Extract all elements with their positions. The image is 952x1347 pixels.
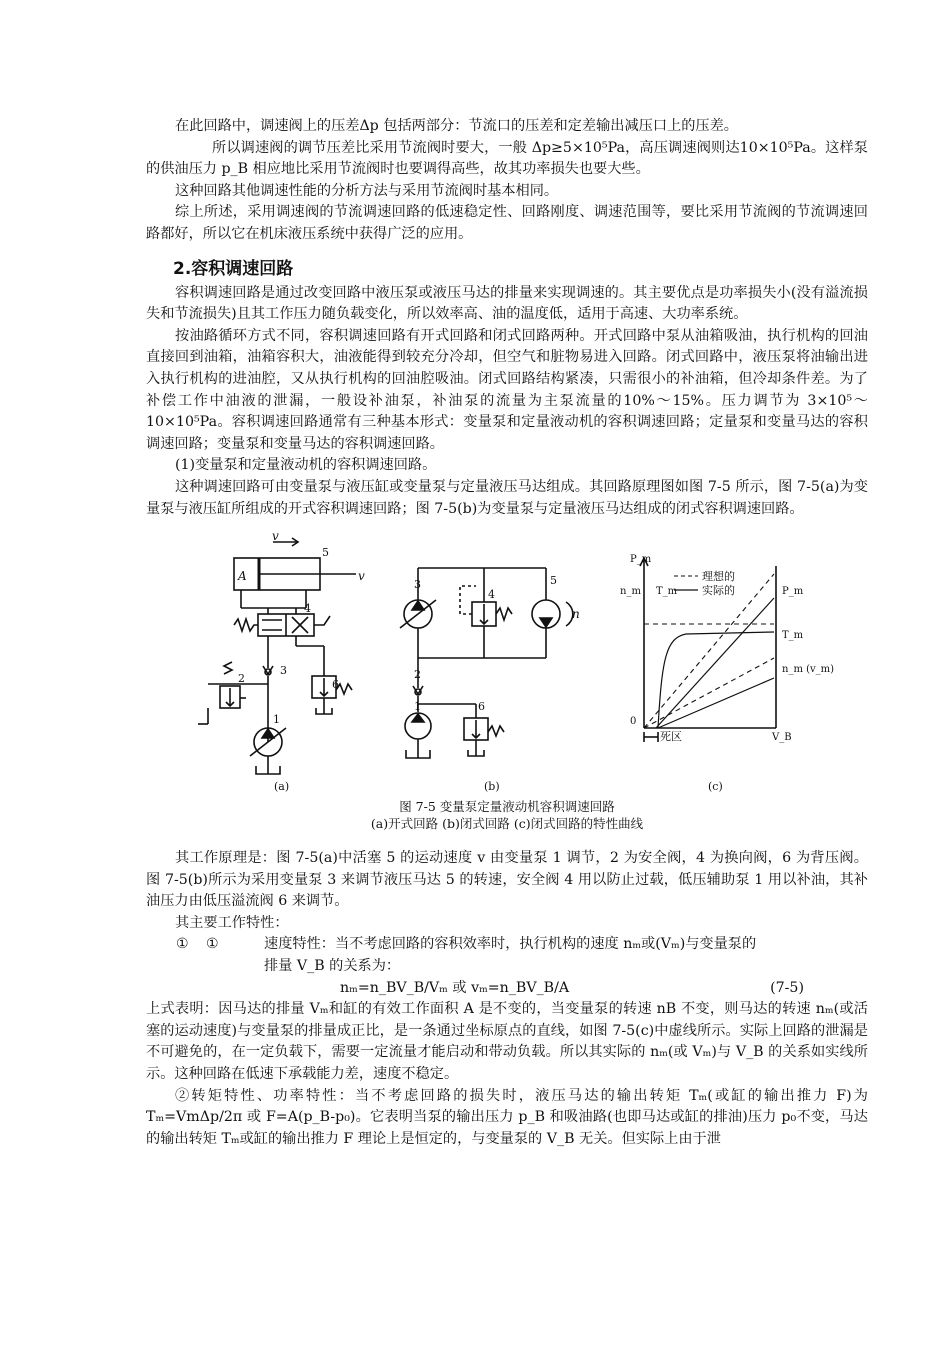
label-origin: 0 [630,716,637,728]
label-tm-curve: T_m [782,630,804,642]
paragraph: 上式表明：因马达的排量 Vₘ和缸的有效工作面积 A 是不变的，当变量泵的转速 nB 不变，则马达的转速 nₘ(或活塞的运动速度)与变量泵的排量成正比，是一条通过坐标原点的直线，如图 7-5(c)中虚线所示。实际上回路的泄漏是不可避免的，在一定负载下，需要一定流量才能启动和带动负载。所以其实际的 nₘ(或 Vₘ)与 V_B 的关系如实线所示。这种回路在低速下承载能力差，速度不稳定。 [146,1001,868,1083]
paragraph: 综上所述，采用调速阀的节流调速回路的低速稳定性、回路刚度、调速范围等，要比采用节流阀的节流调速回路都好，所以它在机床液压系统中获得广泛的应用。 [146,204,868,242]
label-nm-axis: n_m [620,586,641,598]
legend-actual: 实际的 [702,584,735,598]
label-pm-axis: P_m [630,554,652,566]
label-pm-curve: P_m [782,586,804,598]
list-text: 速度特性：当不考虑回路的容积效率时，执行机构的速度 nₘ或(Vₘ)与变量泵的 [264,936,757,953]
equation-7-5 [146,978,868,1000]
label-2b: 2 [414,668,421,682]
label-dead-zone: 死区 [660,730,682,744]
list-marker: ① [176,936,189,953]
label-nm-curve: n_m (v_m) [782,664,835,676]
paragraph: 容积调速回路是通过改变回路中液压泵或液压马达的排量来实现调速的。其主要优点是功率损失小(没有溢流损失和节流损失)且其工作压力随负载变化，所以效率高、油的温度低，适用于高速、大功率系统。 [146,284,868,323]
paragraph: 其工作原理是：图 7-5(a)中活塞 5 的运动速度 v 由变量泵 1 调节，2 为安全阀，4 为换向阀，6 为背压阀。图 7-5(b)所示为采用变量泵 3 来调节液压马达 5 的转速，安全阀 4 用以防止过载，低压辅助泵 1 用以补油，其补油压力由低压溢流阀 6 来调节。 [146,850,868,910]
paragraph: ②转矩特性、功率特性：当不考虑回路的损失时，液压马达的输出转矩 Tₘ(或缸的输出推力 F)为 Tₘ=VmΔp/2π 或 F=A(p_B-p₀)。它表明当泵的输出压力 p_B 和吸油路(也即马达或缸的排油)压力 p₀不变，马达的输出转矩 Tₘ或缸的输出推力 F 理论上是恒定的，与变量泵的 V_B 无关。但实际上由于泄 [146,1087,868,1147]
section-title: 2.容积调速回路 [173,258,294,279]
paragraph: (1)变量泵和定量液动机的容积调速回路。 [175,457,437,474]
label-6a: 6 [332,678,339,692]
label-vb: V_B [772,732,792,744]
paragraph: 这种回路其他调速性能的分析方法与采用节流阀时基本相同。 [175,182,559,199]
label-v-right: v [358,569,365,584]
paragraph: 其主要工作特性： [175,914,289,931]
label-3a: 3 [280,664,287,678]
label-4b: 4 [488,588,495,602]
subfigure-c-label: (c) [708,780,723,794]
label-1a: 1 [273,713,280,727]
equation-number: (7-5) [770,979,804,996]
label-1b: 1 [414,700,421,714]
figure-caption: 图 7-5 变量泵定量液动机容积调速回路 [399,799,615,815]
list-text-continued: 排量 V_B 的关系为： [264,958,401,975]
subfigure-a-label: (a) [274,780,290,794]
label-2a: 2 [238,672,245,686]
label-a: A [238,569,247,584]
paragraph: 按油路循环方式不同，容积调速回路有开式回路和闭式回路两种。开式回路中泵从油箱吸油，执行机构的回油直接回到油箱，油箱容积大，油液能得到较充分冷却，但空气和脏物易进入回路。闭式回路中，液压泵将油输出进入执行机构的进油腔，又从执行机构的回油腔吸油。闭式回路结构紧凑，只需很小的补油箱，但冷却条件差。为了补偿工作中油液的泄漏，一般设补油泵，补油泵的流量为主泵流量的10%～15%。压力调节为 3×10⁵～10×10⁵Pa。容积调速回路通常有三种基本形式：变量泵和定量液动机的容积调速回路；定量泵和变量马达的容积调速回路；变量泵和变量马达的容积调速回路。 [146,327,868,452]
label-5b: 5 [550,574,557,588]
label-6b: 6 [478,700,485,714]
label-tm-legend: T_m [656,586,678,598]
label-5a: 5 [322,546,329,560]
list-marker: ① [206,936,219,953]
paragraph: 这种调速回路可由变量泵与液压缸或变量泵与定量液压马达组成。其回路原理图如图 7-5 所示，图 7-5(a)为变量泵与液压缸所组成的开式容积调速回路；图 7-5(b)为变量泵与定量液压马达组成的闭式容积调速回路。 [146,478,868,517]
label-4a: 4 [304,602,311,616]
label-3b: 3 [414,578,421,592]
label-v-top: v [272,529,279,544]
figure-7-5 [146,528,868,848]
label-n: n [572,607,580,622]
list-item [146,934,868,956]
equation-expression: nₘ=n_BV_B/Vₘ 或 vₘ=n_BV_B/A [340,979,570,996]
paragraph: 在此回路中，调速阀上的压差Δp 包括两部分：节流口的压差和定差输出减压口上的压差。 [175,118,738,134]
document-page [146,116,868,1150]
legend-ideal: 理想的 [702,570,735,584]
subfigure-b-label: (b) [484,780,500,794]
paragraph: 所以调速阀的调节压差比采用节流阀时要大，一般 Δp≥5×10⁵Pa，高压调速阀则达10×10⁵Pa。这样泵的供油压力 p_B 相应地比采用节流阀时也要调得高些，故其功率损失也要大些。 [146,139,868,178]
figure-subcaption: (a)开式回路 (b)闭式回路 (c)闭式回路的特性曲线 [370,816,644,832]
